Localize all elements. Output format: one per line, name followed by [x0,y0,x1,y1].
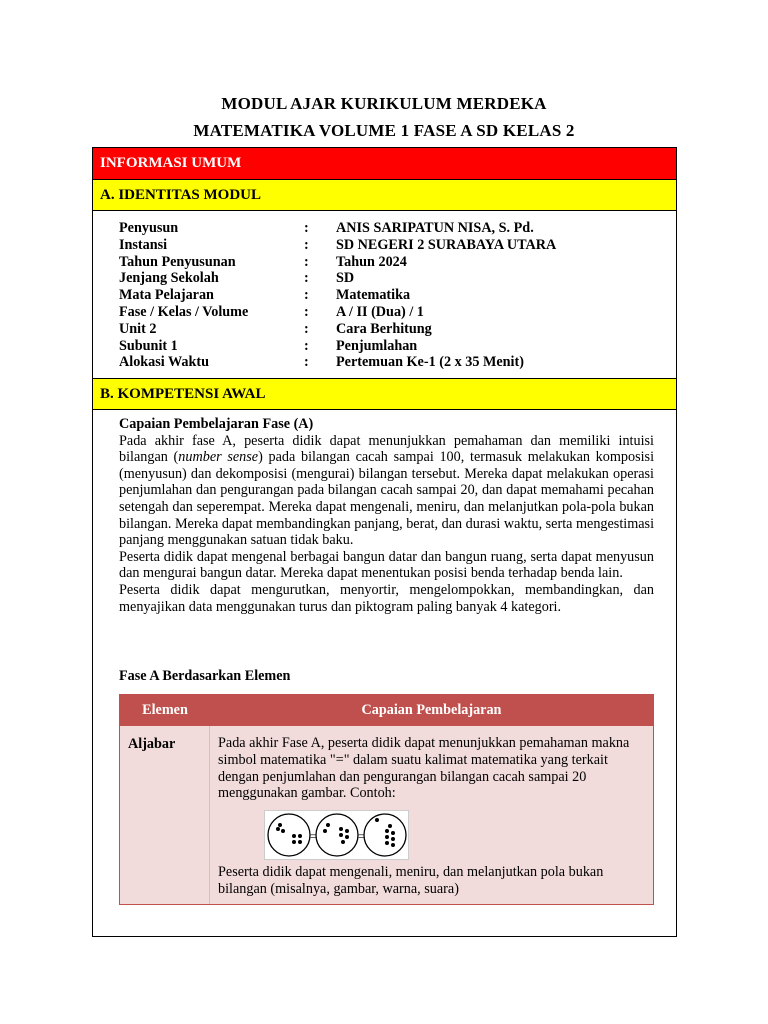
identitas-colon: : [304,354,309,371]
equals-sign-1: = [310,829,317,843]
identitas-label: Tahun Penyusunan [119,253,236,270]
identitas-value: SD NEGERI 2 SURABAYA UTARA [336,236,557,253]
identitas-label: Instansi [119,236,168,253]
identitas-row [119,354,659,371]
equality-dots-figure [264,810,409,860]
identitas-colon: : [304,337,309,354]
identitas-value: Matematika [336,287,411,304]
equals-sign-2: = [358,829,365,843]
identitas-label: Penyusun [119,220,179,236]
kompetensi-content [119,416,654,615]
document-title: MODUL AJAR KURIKULUM MERDEKA [221,94,547,113]
identitas-colon: : [304,220,309,236]
identitas-label: Fase / Kelas / Volume [119,303,249,320]
section-kompetensi-awal: B. KOMPETENSI AWAL [93,378,676,410]
identitas-value: Pertemuan Ke-1 (2 x 35 Menit) [336,354,524,371]
identitas-colon: : [304,287,309,304]
identitas-row [119,237,659,254]
capaian-paragraph-3: Peserta didik dapat mengurutkan, menyortir, mengelompokkan, membandingkan, dan menyajikan data menggunakan turus dan piktogram paling banyak 4 kategori. [119,581,654,615]
number-sense-term: number sense [178,449,259,466]
identitas-colon: : [304,270,309,287]
identitas-row [119,338,659,355]
identitas-value: A / II (Dua) / 1 [336,303,424,320]
cell-capaian-text-2: Peserta didik dapat mengenali, meniru, dan melanjutkan pola bukan bilangan (misalnya, gambar, warna, suara) [218,864,604,897]
document-subtitle: MATEMATIKA VOLUME 1 FASE A SD KELAS 2 [193,121,575,140]
identitas-row [119,220,659,237]
identitas-row [119,270,659,287]
elemen-table [119,694,654,905]
identitas-value: Cara Berhitung [336,320,432,337]
identitas-colon: : [304,236,309,253]
column-header-capaian: Capaian Pembelajaran [210,695,653,726]
identitas-label: Jenjang Sekolah [119,270,219,287]
identitas-value: Penjumlahan [336,337,418,354]
identitas-row [119,304,659,321]
identitas-label: Mata Pelajaran [119,287,214,304]
capaian-paragraphs [119,433,654,616]
identitas-colon: : [304,320,309,337]
capaian-paragraph-2: Peserta didik dapat mengenal berbagai bangun datar dan bangun ruang, serta dapat menyusun dan mengurai bangun datar. Mereka dapat menentukan posisi benda terhadap benda lain. [119,548,654,582]
cell-elemen: Aljabar [120,726,210,904]
identitas-list [119,220,659,371]
identitas-row [119,321,659,338]
module-frame [92,147,677,937]
identitas-colon: : [304,303,309,320]
capaian-paragraph-1: Pada akhir fase A, peserta didik dapat menunjukkan pemahaman dan memiliki intuisi bilangan (number sense) pada bilangan cacah sampai 100, termasuk melakukan komposisi (menyusun) dan dekomposisi (mengurai) bilangan tersebut. Mereka dapat melakukan operasi penjumlahan dan pengurangan pada bilangan cacah sampai 20, dan dapat memahami pecahan setengah dan seperempat. Mereka dapat mengenali, meniru, dan melanjutkan pola-pola bukan bilangan. Mereka dapat membandingkan panjang, berat, dan durasi waktu, serta mengestimasi panjang menggunakan satuan tidak baku. [119,432,655,549]
column-header-elemen: Elemen [120,695,210,726]
identitas-colon: : [304,253,309,270]
identitas-label: Subunit 1 [119,337,178,354]
identitas-row [119,287,659,304]
identitas-value: SD [336,270,355,287]
identitas-label: Alokasi Waktu [119,354,210,371]
identitas-value: Tahun 2024 [336,253,407,270]
cell-capaian-text: Pada akhir Fase A, peserta didik dapat menunjukkan pemahaman makna simbol matematika "=" dalam suatu kalimat matematika yang terkait dengan penjumlahan dan pengurangan bilangan cacah sampai 20 menggunakan gambar. Contoh: [218,735,630,802]
table-row [120,726,653,904]
capaian-heading: Capaian Pembelajaran Fase (A) [119,416,314,432]
section-identitas-modul: A. IDENTITAS MODUL [93,180,676,211]
fase-elemen-heading: Fase A Berdasarkan Elemen [119,668,291,684]
identitas-value: ANIS SARIPATUN NISA, S. Pd. [336,220,534,236]
section-informasi-umum: INFORMASI UMUM [93,148,676,180]
identitas-label: Unit 2 [119,320,157,337]
identitas-row [119,254,659,271]
equality-dots-svg [265,811,408,859]
